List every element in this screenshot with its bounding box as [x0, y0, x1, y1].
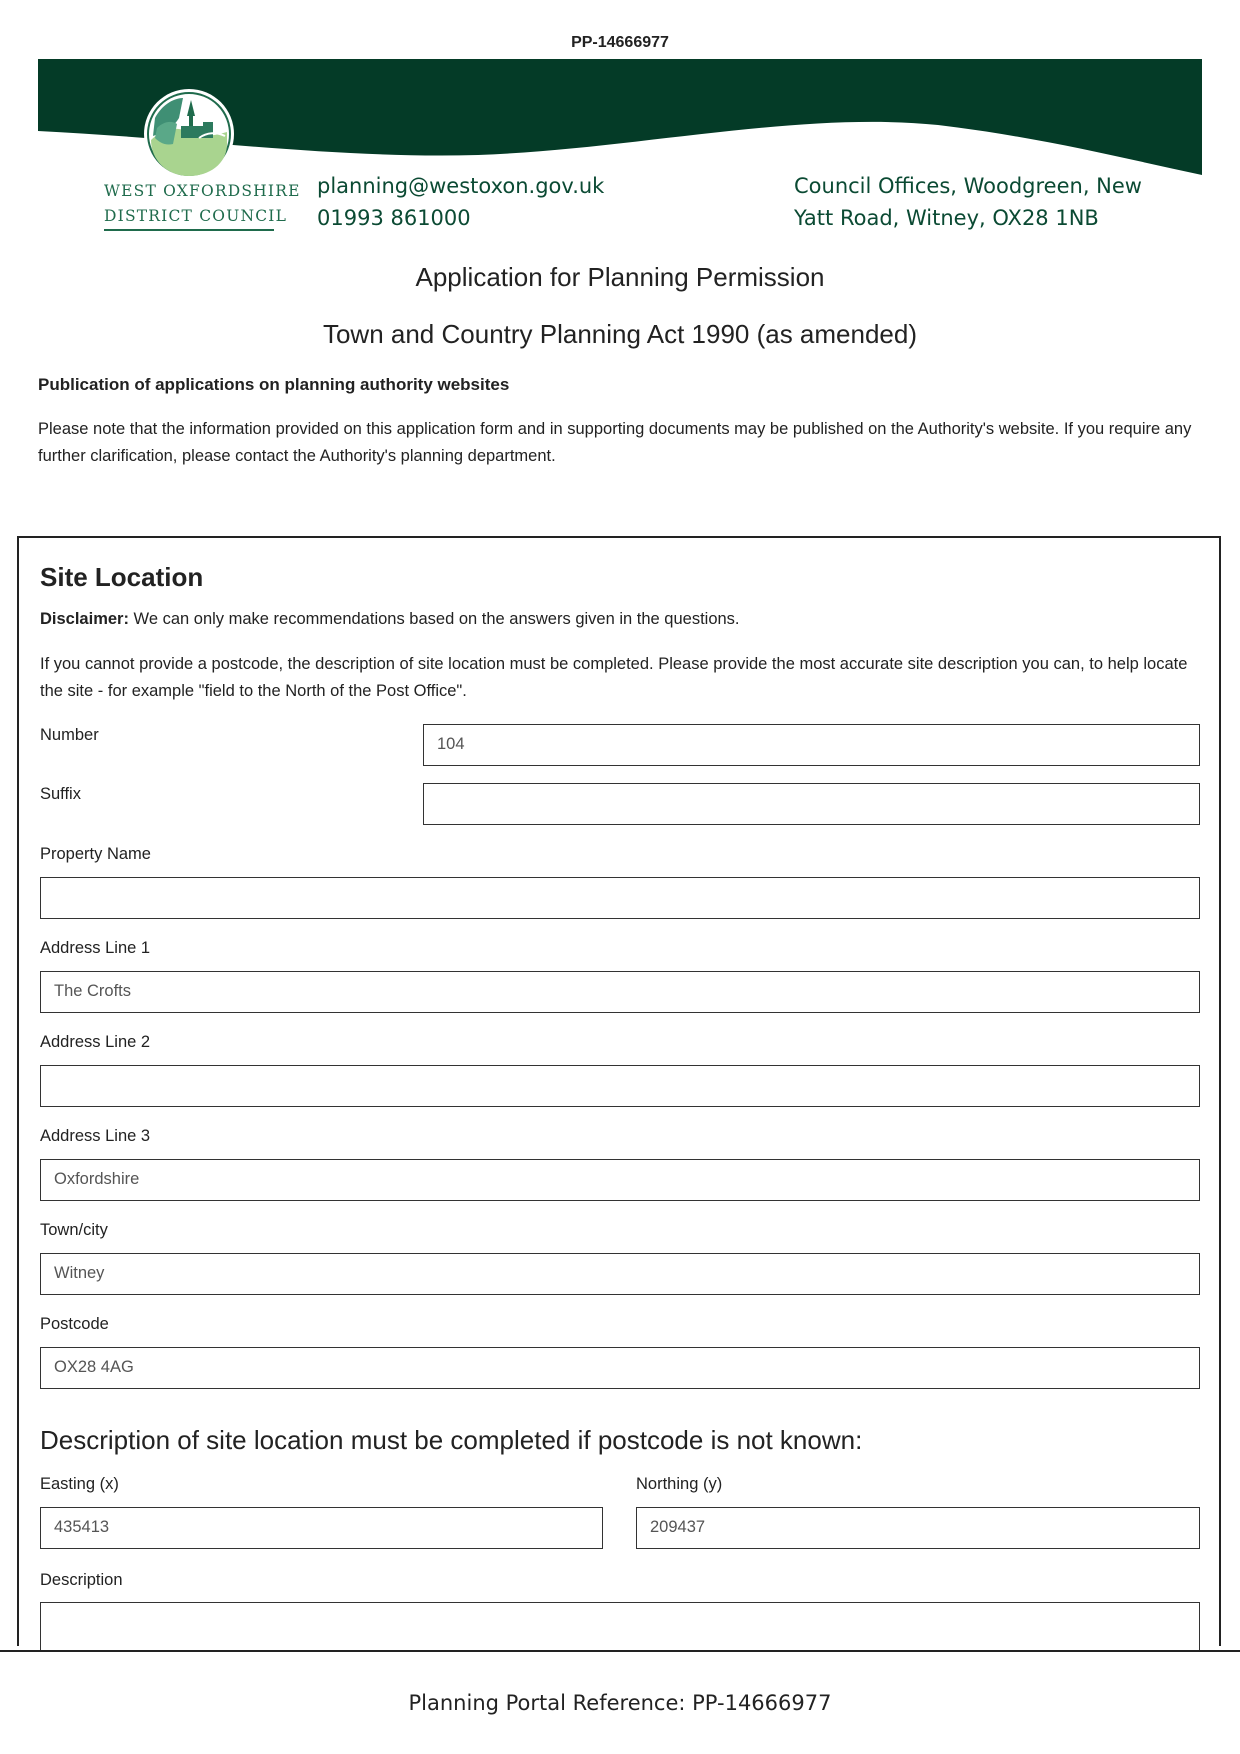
publication-heading: Publication of applications on planning authority websites [38, 375, 510, 394]
description-field[interactable] [40, 1602, 1200, 1650]
council-name-underline [104, 229, 274, 231]
town-city-field[interactable]: Witney [40, 1253, 1200, 1295]
town-city-label: Town/city [40, 1221, 108, 1239]
publication-text: Please note that the information provided on this application form and in supporting documents may be published on the Authority's website. If you require any further clarification, please contact the Authority's planning department. [38, 420, 1192, 465]
site-location-intro: If you cannot provide a postcode, the description of site location must be completed. Please provide the most accurate site description you can, to help locate the site - for example "field to the North of the Post Office". [40, 655, 1188, 700]
document-title: Application for Planning Permission [415, 262, 825, 292]
council-name-line2: DISTRICT COUNCIL [104, 207, 288, 225]
address-line1-field[interactable]: The Crofts [40, 971, 1200, 1013]
address-line3-label: Address Line 3 [40, 1127, 151, 1145]
description-heading: Description of site location must be completed if postcode is not known: [40, 1425, 863, 1455]
disclaimer [40, 610, 740, 629]
council-address [794, 170, 1142, 234]
address-line2-label: Address Line 2 [40, 1033, 151, 1051]
section-title: Site Location [40, 562, 204, 592]
disclaimer-text: We can only make recommendations based on the answers given in the questions. [128, 610, 740, 628]
easting-label: Easting (x) [40, 1475, 119, 1493]
property-name-label: Property Name [40, 845, 151, 863]
postcode-field[interactable]: OX28 4AG [40, 1347, 1200, 1389]
address-line3-field[interactable]: Oxfordshire [40, 1159, 1200, 1201]
northing-label: Northing (y) [636, 1475, 723, 1493]
number-field[interactable]: 104 [423, 724, 1200, 766]
address-line1-label: Address Line 1 [40, 939, 151, 957]
contact-details [317, 170, 604, 234]
disclaimer-label: Disclaimer: [40, 610, 129, 628]
easting-field[interactable]: 435413 [40, 1507, 603, 1549]
document-subtitle: Town and Country Planning Act 1990 (as amended) [322, 319, 918, 349]
reference-number-top: PP-14666977 [571, 34, 669, 51]
number-label: Number [40, 726, 99, 744]
council-logo-icon [143, 88, 235, 180]
council-address-line1: Council Offices, Woodgreen, New [794, 174, 1142, 198]
council-address-line2: Yatt Road, Witney, OX28 1NB [794, 206, 1099, 230]
address-line2-field[interactable] [40, 1065, 1200, 1107]
northing-field[interactable]: 209437 [636, 1507, 1200, 1549]
property-name-field[interactable] [40, 877, 1200, 919]
contact-phone: 01993 861000 [317, 206, 471, 230]
description-label: Description [40, 1571, 123, 1589]
contact-email: planning@westoxon.gov.uk [317, 174, 605, 198]
footer-reference: Planning Portal Reference: PP-14666977 [408, 1691, 832, 1715]
postcode-label: Postcode [40, 1315, 109, 1333]
suffix-field[interactable] [423, 783, 1200, 825]
footer-divider [0, 1650, 1240, 1652]
council-name-line1: WEST OXFORDSHIRE [104, 182, 301, 200]
suffix-label: Suffix [40, 785, 81, 803]
